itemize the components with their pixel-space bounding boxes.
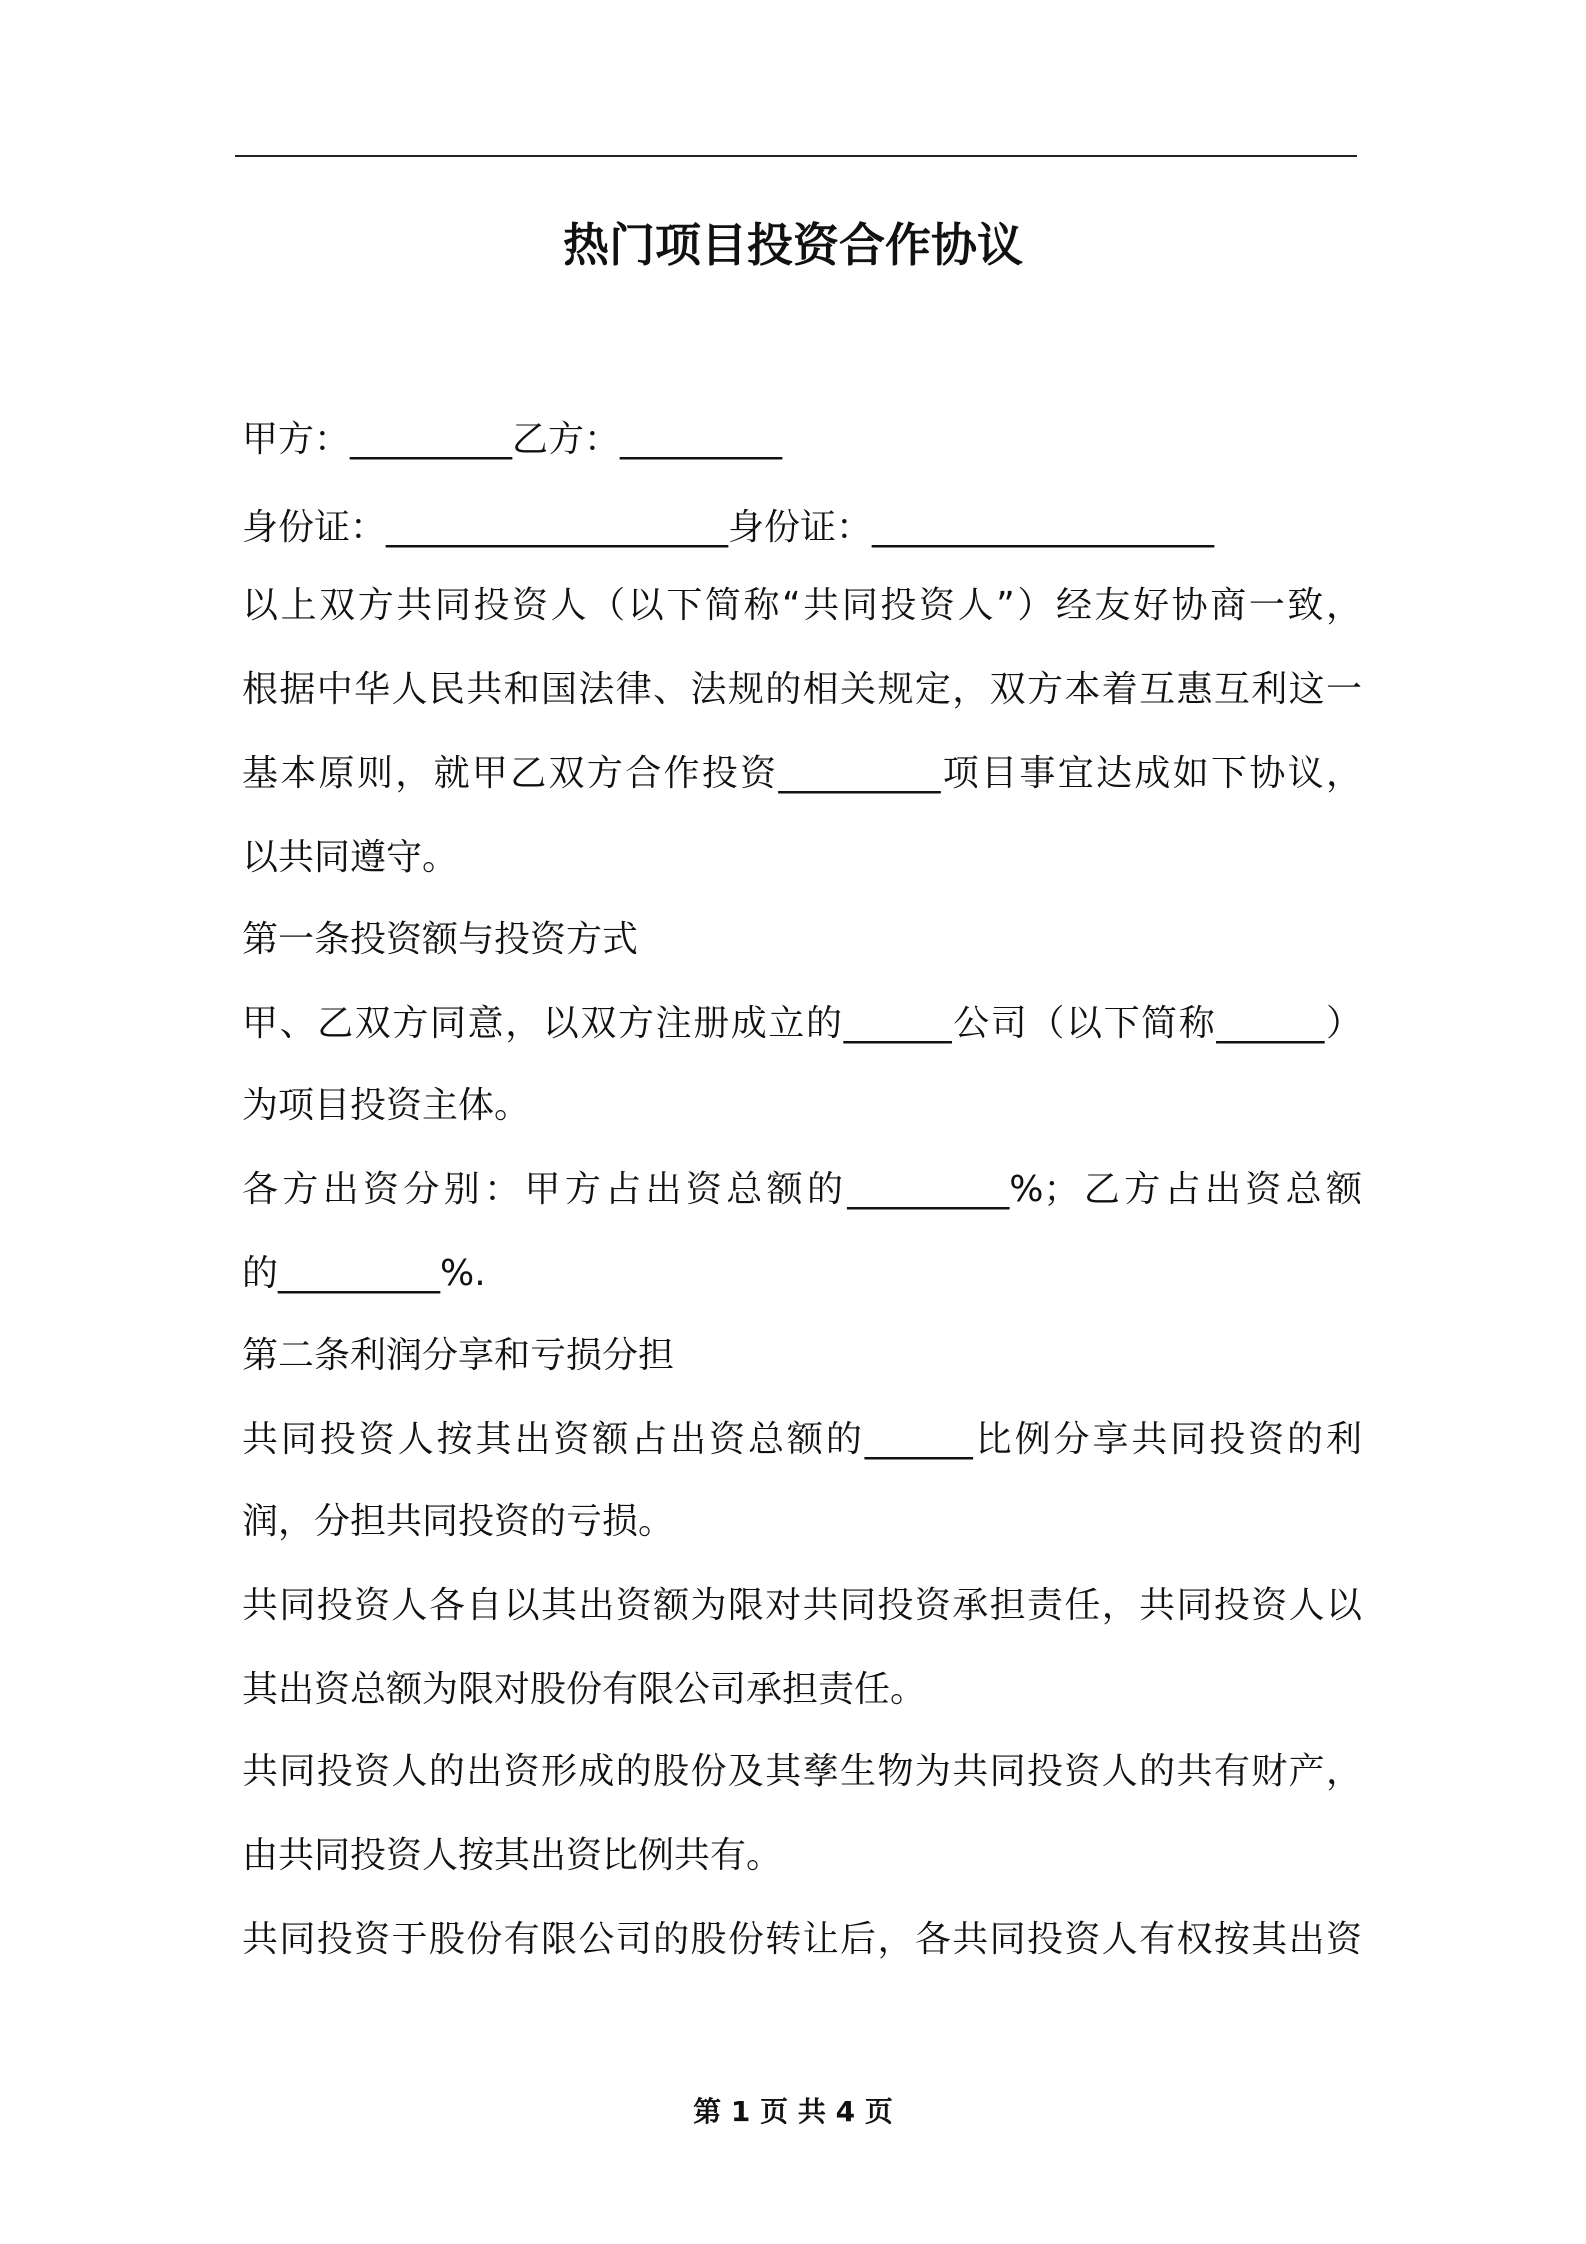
body-paragraph-line: 根据中华人民共和国法律、法规的相关规定，双方本着互惠互利这一 [242, 669, 1362, 710]
body-paragraph-line: 各方出资分别：甲方占出资总额的_________%；乙方占出资总额 [242, 1169, 1362, 1210]
body-paragraph-line: 润，分担共同投资的亏损。 [242, 1501, 675, 1542]
header-rule [235, 155, 1357, 157]
body-paragraph-line: 以上双方共同投资人（以下简称“共同投资人”）经友好协商一致， [242, 585, 1362, 626]
body-paragraph-line: 共同投资于股份有限公司的股份转让后，各共同投资人有权按其出资 [242, 1919, 1362, 1960]
page-number-footer: 第 1 页 共 4 页 [693, 2095, 893, 2128]
body-paragraph-line: 共同投资人的出资形成的股份及其孳生物为共同投资人的共有财产， [242, 1751, 1362, 1792]
body-paragraph-line: 以共同遵守。 [242, 837, 459, 878]
section-heading: 第一条投资额与投资方式 [242, 919, 639, 960]
body-paragraph-line: 基本原则，就甲乙双方合作投资_________项目事宜达成如下协议， [242, 753, 1362, 794]
party-names-line: 甲方：_________乙方：_________ [242, 419, 783, 460]
body-paragraph-line: 的_________%. [242, 1253, 486, 1294]
section-heading: 第二条利润分享和亏损分担 [242, 1335, 675, 1376]
body-paragraph-line: 其出资总额为限对股份有限公司承担责任。 [242, 1669, 927, 1710]
id-card-line: 身份证：___________________身份证：___________________ [242, 507, 1215, 548]
body-paragraph-line: 甲、乙双方同意，以双方注册成立的______公司（以下简称______） [242, 1003, 1362, 1044]
body-paragraph-line: 为项目投资主体。 [242, 1085, 531, 1126]
body-paragraph-line: 由共同投资人按其出资比例共有。 [242, 1835, 783, 1876]
document-title: 热门项目投资合作协议 [563, 218, 1023, 272]
body-paragraph-line: 共同投资人各自以其出资额为限对共同投资承担责任，共同投资人以 [242, 1585, 1362, 1626]
body-paragraph-line: 共同投资人按其出资额占出资总额的______比例分享共同投资的利 [242, 1419, 1362, 1460]
